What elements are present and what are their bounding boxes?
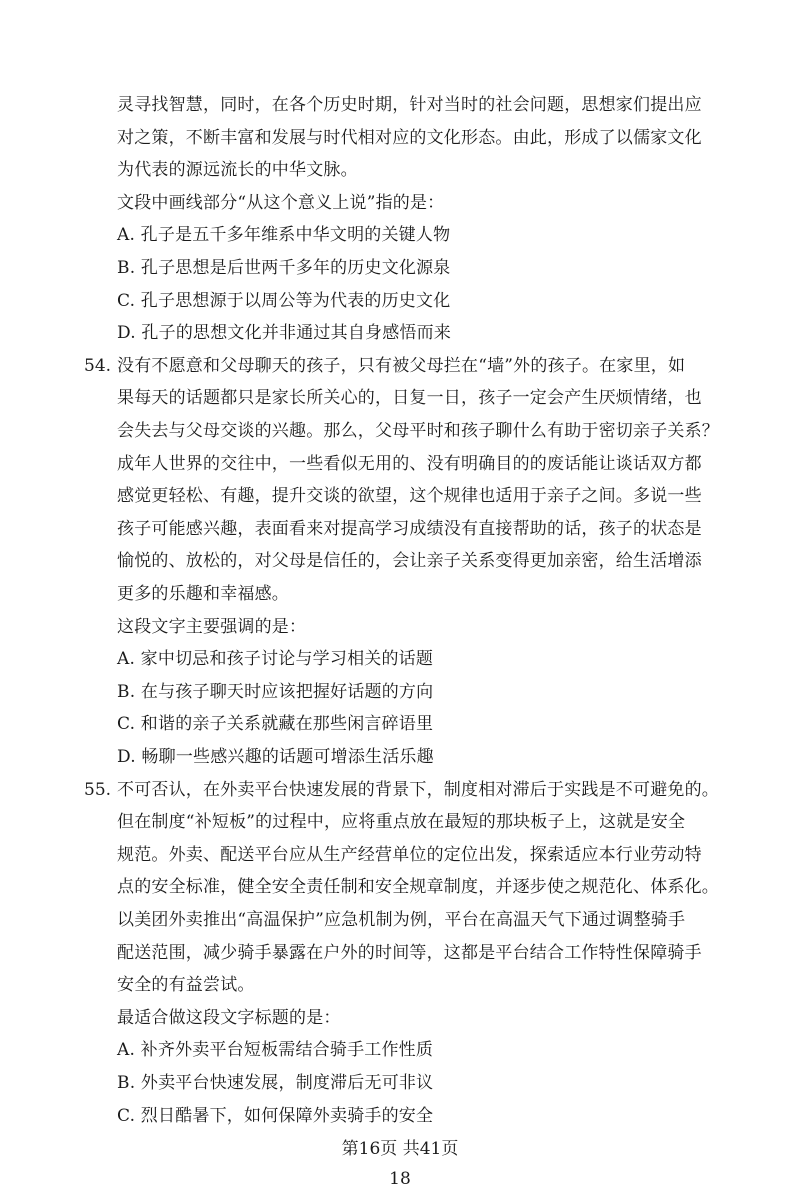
passage-line: 成年人世界的交往中，一些看似无用的、没有明确目的的废话能让谈话双方都 (117, 453, 702, 474)
passage-line: 没有不愿意和父母聊天的孩子，只有被父母拦在“墙”外的孩子。在家里，如 (117, 355, 686, 376)
passage-line: 孩子可能感兴趣，表面看来对提高学习成绩没有直接帮助的话，孩子的状态是 (117, 518, 702, 539)
option-d: D. 孔子的思想文化并非通过其自身感悟而来 (117, 323, 452, 344)
passage-line: 愉悦的、放松的，对父母是信任的，会让亲子关系变得更加亲密，给生活增添 (117, 551, 702, 572)
option-a: A. 补齐外卖平台短板需结合骑手工作性质 (117, 1040, 434, 1061)
passage-line: 为代表的源远流长的中华文脉。 (117, 160, 358, 181)
page-info (0, 1137, 800, 1191)
passage-line: 灵寻找智慧，同时，在各个历史时期，针对当时的社会问题，思想家们提出应 (117, 95, 702, 115)
option-c: C. 烈日酷暑下，如何保障外卖骑手的安全 (117, 1105, 434, 1126)
passage-line: 安全的有益尝试。 (117, 975, 255, 996)
option-b: B. 在与孩子聊天时应该把握好话题的方向 (117, 681, 434, 702)
passage-line: 但在制度“补短板”的过程中，应将重点放在最短的那块板子上，这就是安全 (117, 812, 686, 833)
question-prompt: 文段中画线部分“从这个意义上说”指的是： (117, 192, 445, 213)
passage-line: 点的安全标准，健全安全责任制和安全规章制度，并逐步使之规范化、体系化。 (117, 877, 719, 898)
page-number: 18 (389, 1169, 411, 1190)
passage-line: 果每天的话题都只是家长所关心的，日复一日，孩子一定会产生厌烦情绪，也 (117, 388, 702, 409)
option-b: B. 外卖平台快速发展，制度滞后无可非议 (117, 1073, 434, 1093)
option-d: D. 畅聊一些感兴趣的话题可增添生活乐趣 (117, 747, 434, 767)
passage-line: 规范。外卖、配送平台应从生产经营单位的定位出发，探索适应本行业劳动特 (117, 844, 702, 865)
question-number: 55. (84, 779, 112, 800)
passage-line: 对之策，不断丰富和发展与时代相对应的文化形态。由此，形成了以儒家文化 (117, 127, 702, 148)
option-c: C. 孔子思想源于以周公等为代表的历史文化 (117, 290, 451, 311)
option-b: B. 孔子思想是后世两千多年的历史文化源泉 (117, 258, 451, 278)
passage-line: 不可否认，在外卖平台快速发展的背景下，制度相对滞后于实践是不可避免的。 (117, 779, 719, 800)
option-a: A. 家中切忌和孩子讨论与学习相关的话题 (117, 649, 434, 670)
question-number: 54. (84, 355, 112, 376)
option-a: A. 孔子是五千多年维系中华文明的关键人物 (117, 225, 451, 246)
passage-line: 感觉更轻松、有趣，提升交谈的欲望，这个规律也适用于亲子之间。多说一些 (117, 486, 702, 507)
option-c: C. 和谐的亲子关系就藏在那些闲言碎语里 (117, 714, 434, 735)
page-info-text: 第16页 共41页 (341, 1139, 459, 1160)
passage-line: 以美团外卖推出“高温保护”应急机制为例，平台在高温天气下通过调整骑手 (117, 910, 686, 930)
passage-line: 会失去与父母交谈的兴趣。那么，父母平时和孩子聊什么有助于密切亲子关系？ (117, 421, 719, 441)
passage-line: 配送范围，减少骑手暴露在户外的时间等，这都是平台结合工作特性保障骑手 (117, 942, 702, 963)
passage-line: 更多的乐趣和幸福感。 (117, 584, 289, 604)
question-prompt: 这段文字主要强调的是： (117, 616, 307, 637)
question-prompt: 最适合做这段文字标题的是： (117, 1007, 341, 1028)
